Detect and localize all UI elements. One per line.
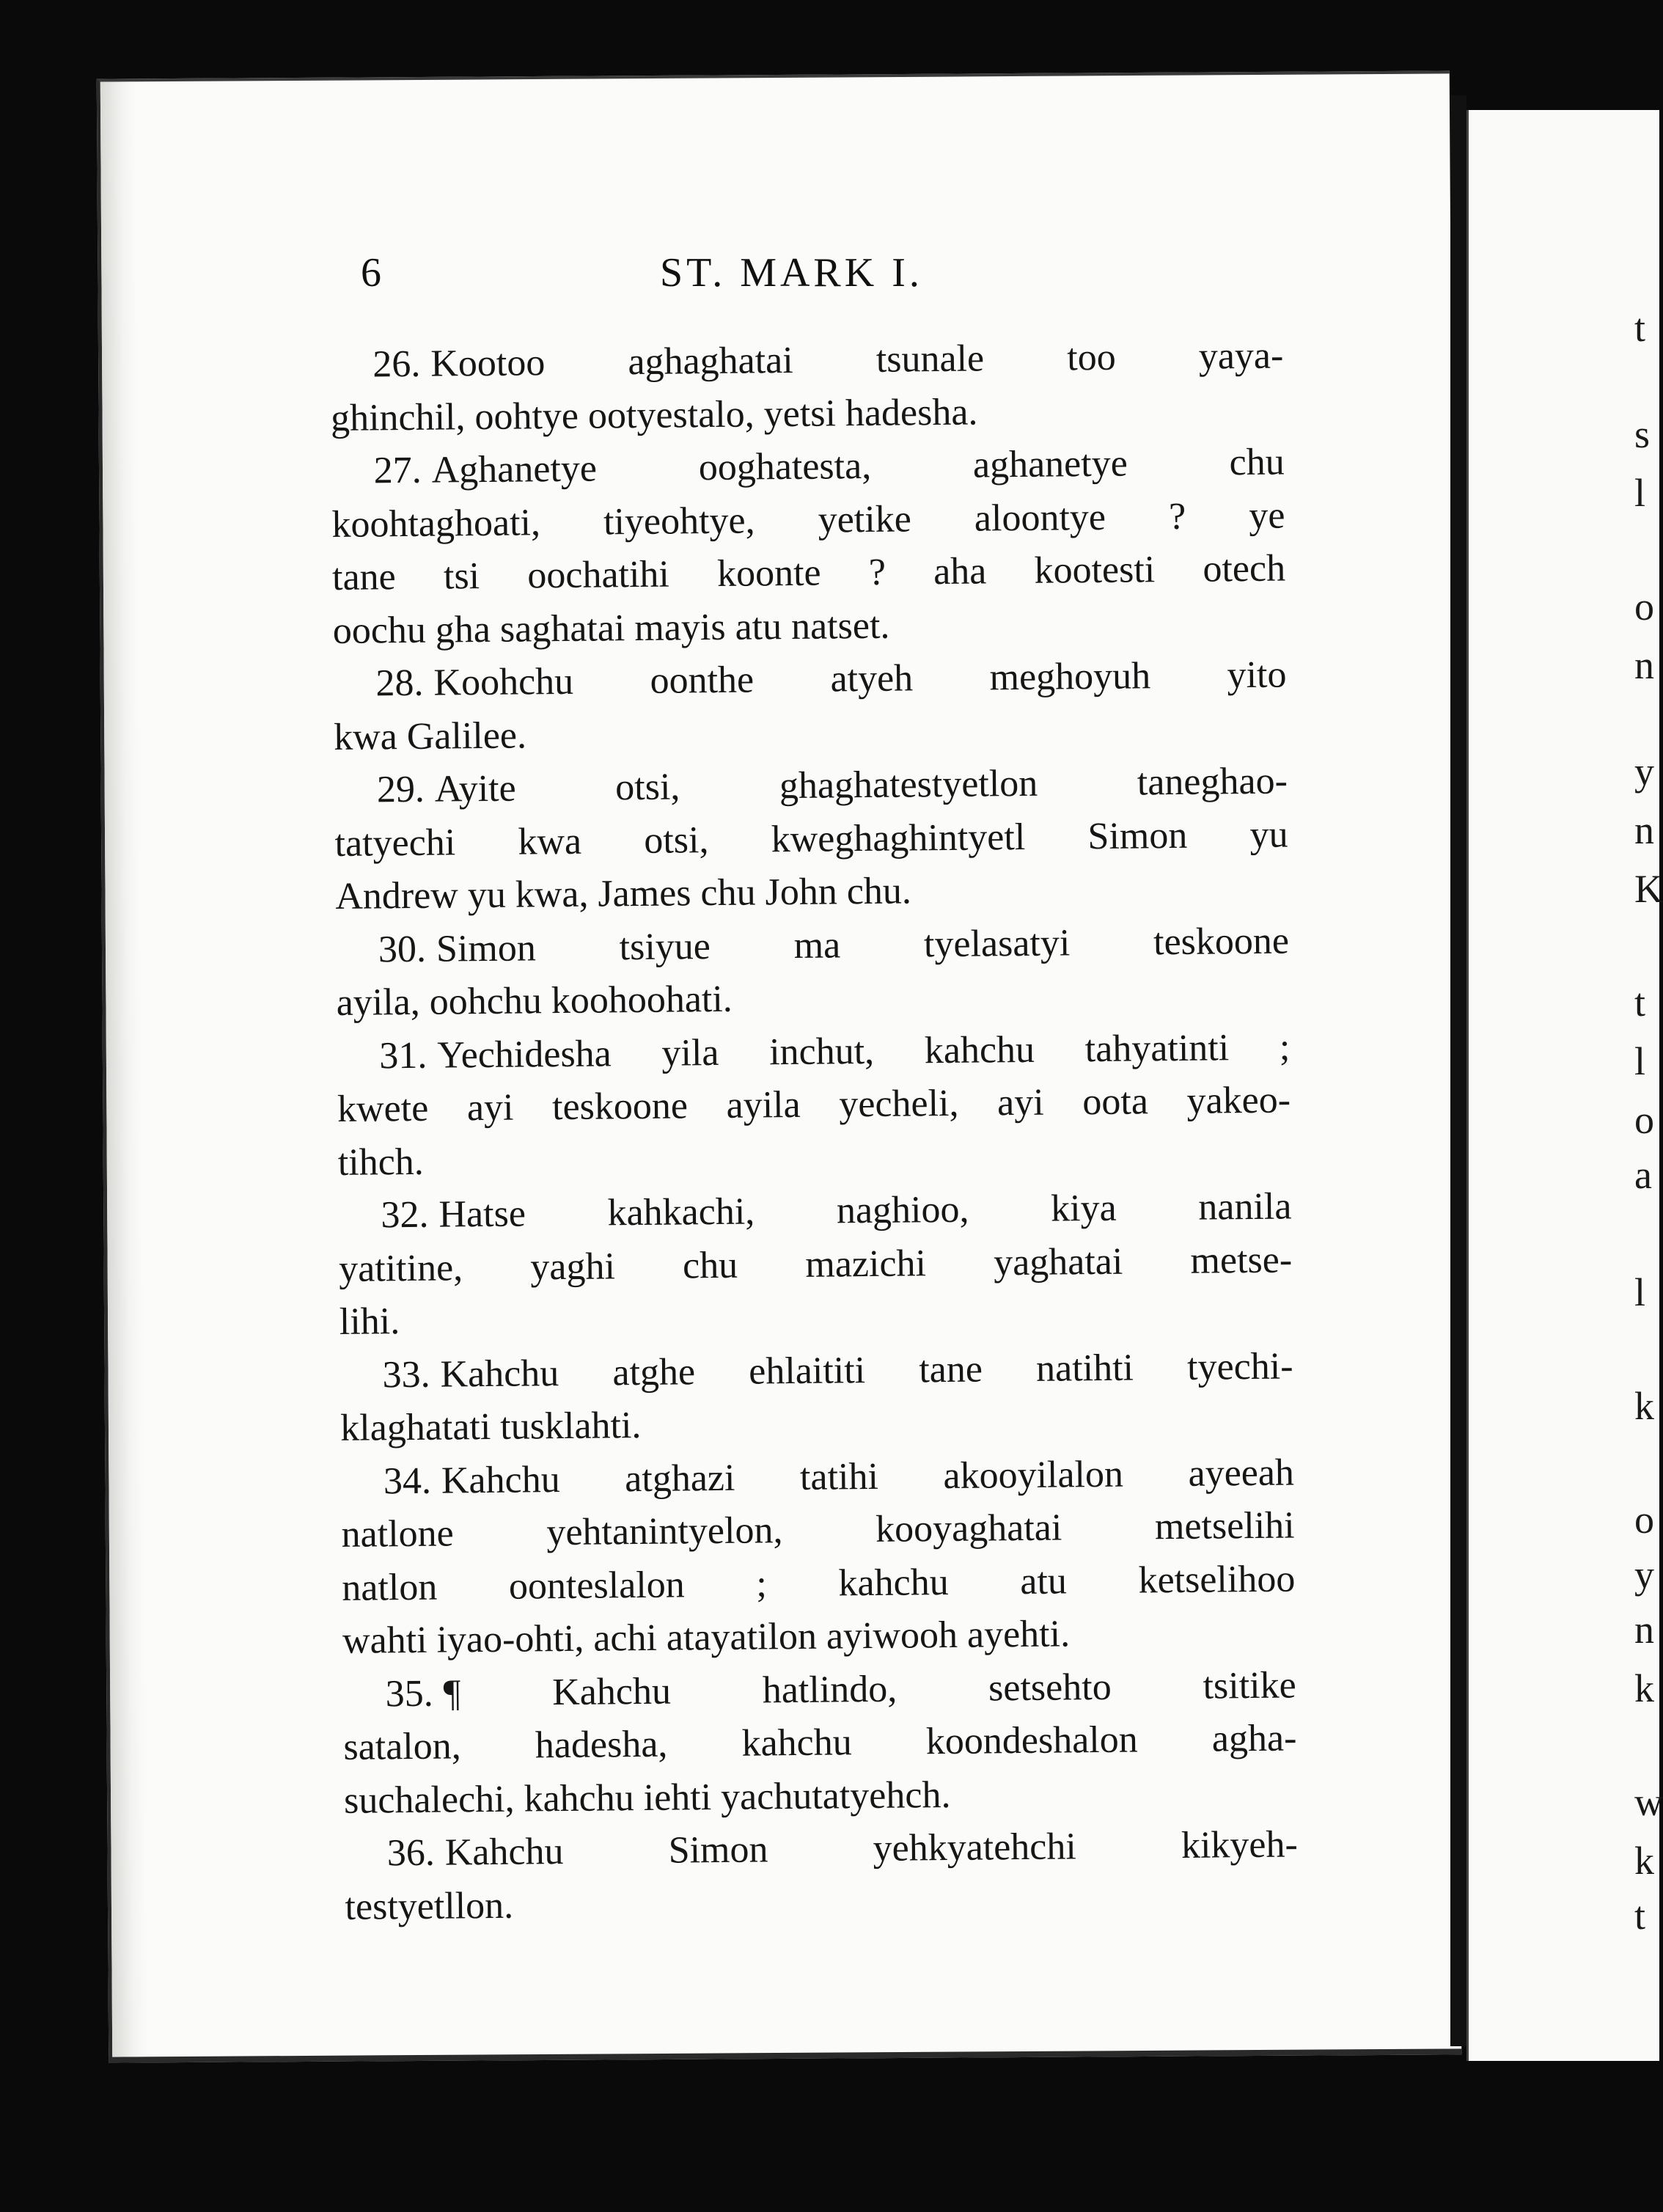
verse-text: Kahchu atghe ehlaititi tane natihti tyechi- xyxy=(440,1344,1293,1396)
verse-text: tihch. xyxy=(337,1140,425,1184)
verse-line xyxy=(342,1553,1296,1615)
page-fold-shadow xyxy=(100,81,147,2057)
verse-text: Kootoo aghaghatai tsunale too yaya- xyxy=(430,334,1284,385)
verse-number: 28. xyxy=(375,662,424,705)
facing-page-letter: y xyxy=(1634,750,1654,794)
verse-line xyxy=(344,1818,1298,1880)
verse-text: ghinchil, oohtye ootyestalo, yetsi hadesha. xyxy=(330,391,978,439)
facing-page-letter: t xyxy=(1634,306,1646,350)
verse-text: Aghanetye ooghatesta, aghanetye chu xyxy=(431,441,1285,491)
verse-number: 32. xyxy=(381,1193,429,1237)
verse-line xyxy=(337,1127,1291,1190)
verse-number: 31. xyxy=(379,1034,427,1077)
verse-line xyxy=(334,755,1288,817)
verse-text: lihi. xyxy=(339,1300,400,1343)
verse-line xyxy=(342,1659,1296,1721)
facing-page-letter: a xyxy=(1634,1153,1652,1197)
facing-page-letter: o xyxy=(1634,585,1654,629)
verse-line xyxy=(339,1286,1293,1349)
verse-text: yatitine, yaghi chu mazichi yaghatai metse- xyxy=(338,1238,1293,1290)
verse-text: kwa Galilee. xyxy=(333,714,527,758)
verse-number: 27. xyxy=(373,449,422,492)
verse-line xyxy=(341,1499,1295,1561)
verse-text: klaghatati tusklahti. xyxy=(339,1404,642,1449)
verse-line xyxy=(330,330,1284,392)
facing-page-letter: s xyxy=(1634,412,1651,456)
verse-line xyxy=(332,543,1286,605)
verse-line xyxy=(337,1074,1291,1136)
verse-line xyxy=(332,596,1286,658)
verse-number: 34. xyxy=(383,1460,432,1502)
facing-page-letter: t xyxy=(1634,981,1646,1025)
verse-line xyxy=(344,1765,1298,1828)
verse-text: Andrew yu kwa, James chu John chu. xyxy=(335,870,912,918)
verse-line xyxy=(337,1021,1291,1083)
verse-number: 33. xyxy=(382,1353,430,1396)
verse-line xyxy=(336,915,1290,977)
verse-text: suchalechi, kahchu iehti yachutatyehch. xyxy=(343,1773,951,1822)
verse-line xyxy=(331,436,1285,499)
verse-line xyxy=(331,383,1285,445)
facing-page-letter: n xyxy=(1634,643,1654,687)
verse-line xyxy=(339,1340,1293,1402)
facing-page-letter: k xyxy=(1634,1384,1654,1428)
verse-text: Simon tsiyue ma tyelasatyi teskoone xyxy=(436,919,1290,970)
verse-text: Hatse kahkachi, naghioo, kiya nanila xyxy=(438,1185,1292,1236)
verse-line xyxy=(336,967,1290,1030)
facing-page-letter: o xyxy=(1634,1498,1654,1542)
verse-text: satalon, hadesha, kahchu koondeshalon agha- xyxy=(343,1717,1297,1768)
page-number: 6 xyxy=(361,250,381,296)
facing-page-edge xyxy=(1466,110,1663,2061)
verse-line xyxy=(345,1872,1299,1934)
verse-number: 29. xyxy=(376,768,425,811)
verse-line xyxy=(338,1180,1292,1242)
facing-page-letter: t xyxy=(1634,1894,1646,1938)
body-text xyxy=(330,330,1299,1934)
facing-page-letter: l xyxy=(1634,471,1646,515)
verse-text: Ayite otsi, ghaghatestyetlon taneghao- xyxy=(434,760,1288,810)
verse-text: Koohchu oonthe atyeh meghoyuh yito xyxy=(433,653,1287,704)
book-gutter xyxy=(1450,95,1466,2046)
facing-page-letter: k xyxy=(1634,1839,1654,1883)
verse-text: natlone yehtanintyelon, kooyaghatai metselihi xyxy=(341,1504,1295,1556)
verse-text: natlon oonteslalon ; kahchu atu ketselihoo xyxy=(342,1557,1296,1609)
verse-line xyxy=(341,1446,1295,1509)
verse-text: oochu gha saghatai mayis atu natset. xyxy=(332,604,890,652)
verse-text: tane tsi oochatihi koonte ? aha kootesti otech xyxy=(331,547,1286,598)
verse-number: 30. xyxy=(378,928,427,970)
verse-line xyxy=(334,702,1288,764)
facing-page-letter: w xyxy=(1634,1780,1663,1824)
verse-text: Kahchu Simon yehkyatehchi kikyeh- xyxy=(444,1823,1299,1874)
verse-line xyxy=(340,1393,1294,1455)
verse-text: ayila, oohchu koohoohati. xyxy=(336,978,733,1024)
verse-text: wahti iyao-ohti, achi atayatilon ayiwooh ayehti. xyxy=(342,1613,1071,1662)
verse-line xyxy=(339,1234,1293,1296)
verse-text: Yechidesha yila inchut, kahchu tahyatinti ; xyxy=(437,1025,1291,1077)
verse-line xyxy=(335,861,1289,923)
verse-text: kwete ayi teskoone ayila yecheli, ayi oota yakeo- xyxy=(337,1079,1291,1130)
verse-line xyxy=(334,808,1288,871)
verse-text: koohtaghoati, tiyeohtye, yetike aloontye ? ye xyxy=(331,494,1285,546)
facing-page-letter: n xyxy=(1634,1608,1654,1652)
facing-page-letter: k xyxy=(1634,1666,1654,1710)
running-title: ST. MARK I. xyxy=(660,250,923,296)
facing-page-letter: l xyxy=(1634,1270,1646,1314)
verse-line xyxy=(343,1712,1297,1774)
facing-page-letter: n xyxy=(1634,808,1654,852)
verse-number: 26. xyxy=(372,343,421,386)
facing-page-letter: o xyxy=(1634,1098,1654,1142)
verse-number: 36. xyxy=(386,1831,436,1875)
facing-page-letter: y xyxy=(1634,1553,1654,1597)
verse-text: Kahchu atghazi tatihi akooyilalon ayeeah xyxy=(441,1451,1295,1502)
verse-line xyxy=(331,489,1285,552)
facing-page-letter: K xyxy=(1634,867,1663,911)
verse-number: 35. xyxy=(385,1672,434,1715)
verse-text: tatyechi kwa otsi, kweghaghintyetl Simon yu xyxy=(334,813,1288,865)
verse-line xyxy=(342,1605,1296,1668)
verse-text: testyetllon. xyxy=(345,1884,514,1928)
verse-line xyxy=(333,649,1287,711)
page-header xyxy=(352,249,1305,315)
facing-page-letter: l xyxy=(1634,1039,1646,1083)
verse-text: ¶ Kahchu hatlindo, setsehto tsitike xyxy=(443,1663,1296,1715)
